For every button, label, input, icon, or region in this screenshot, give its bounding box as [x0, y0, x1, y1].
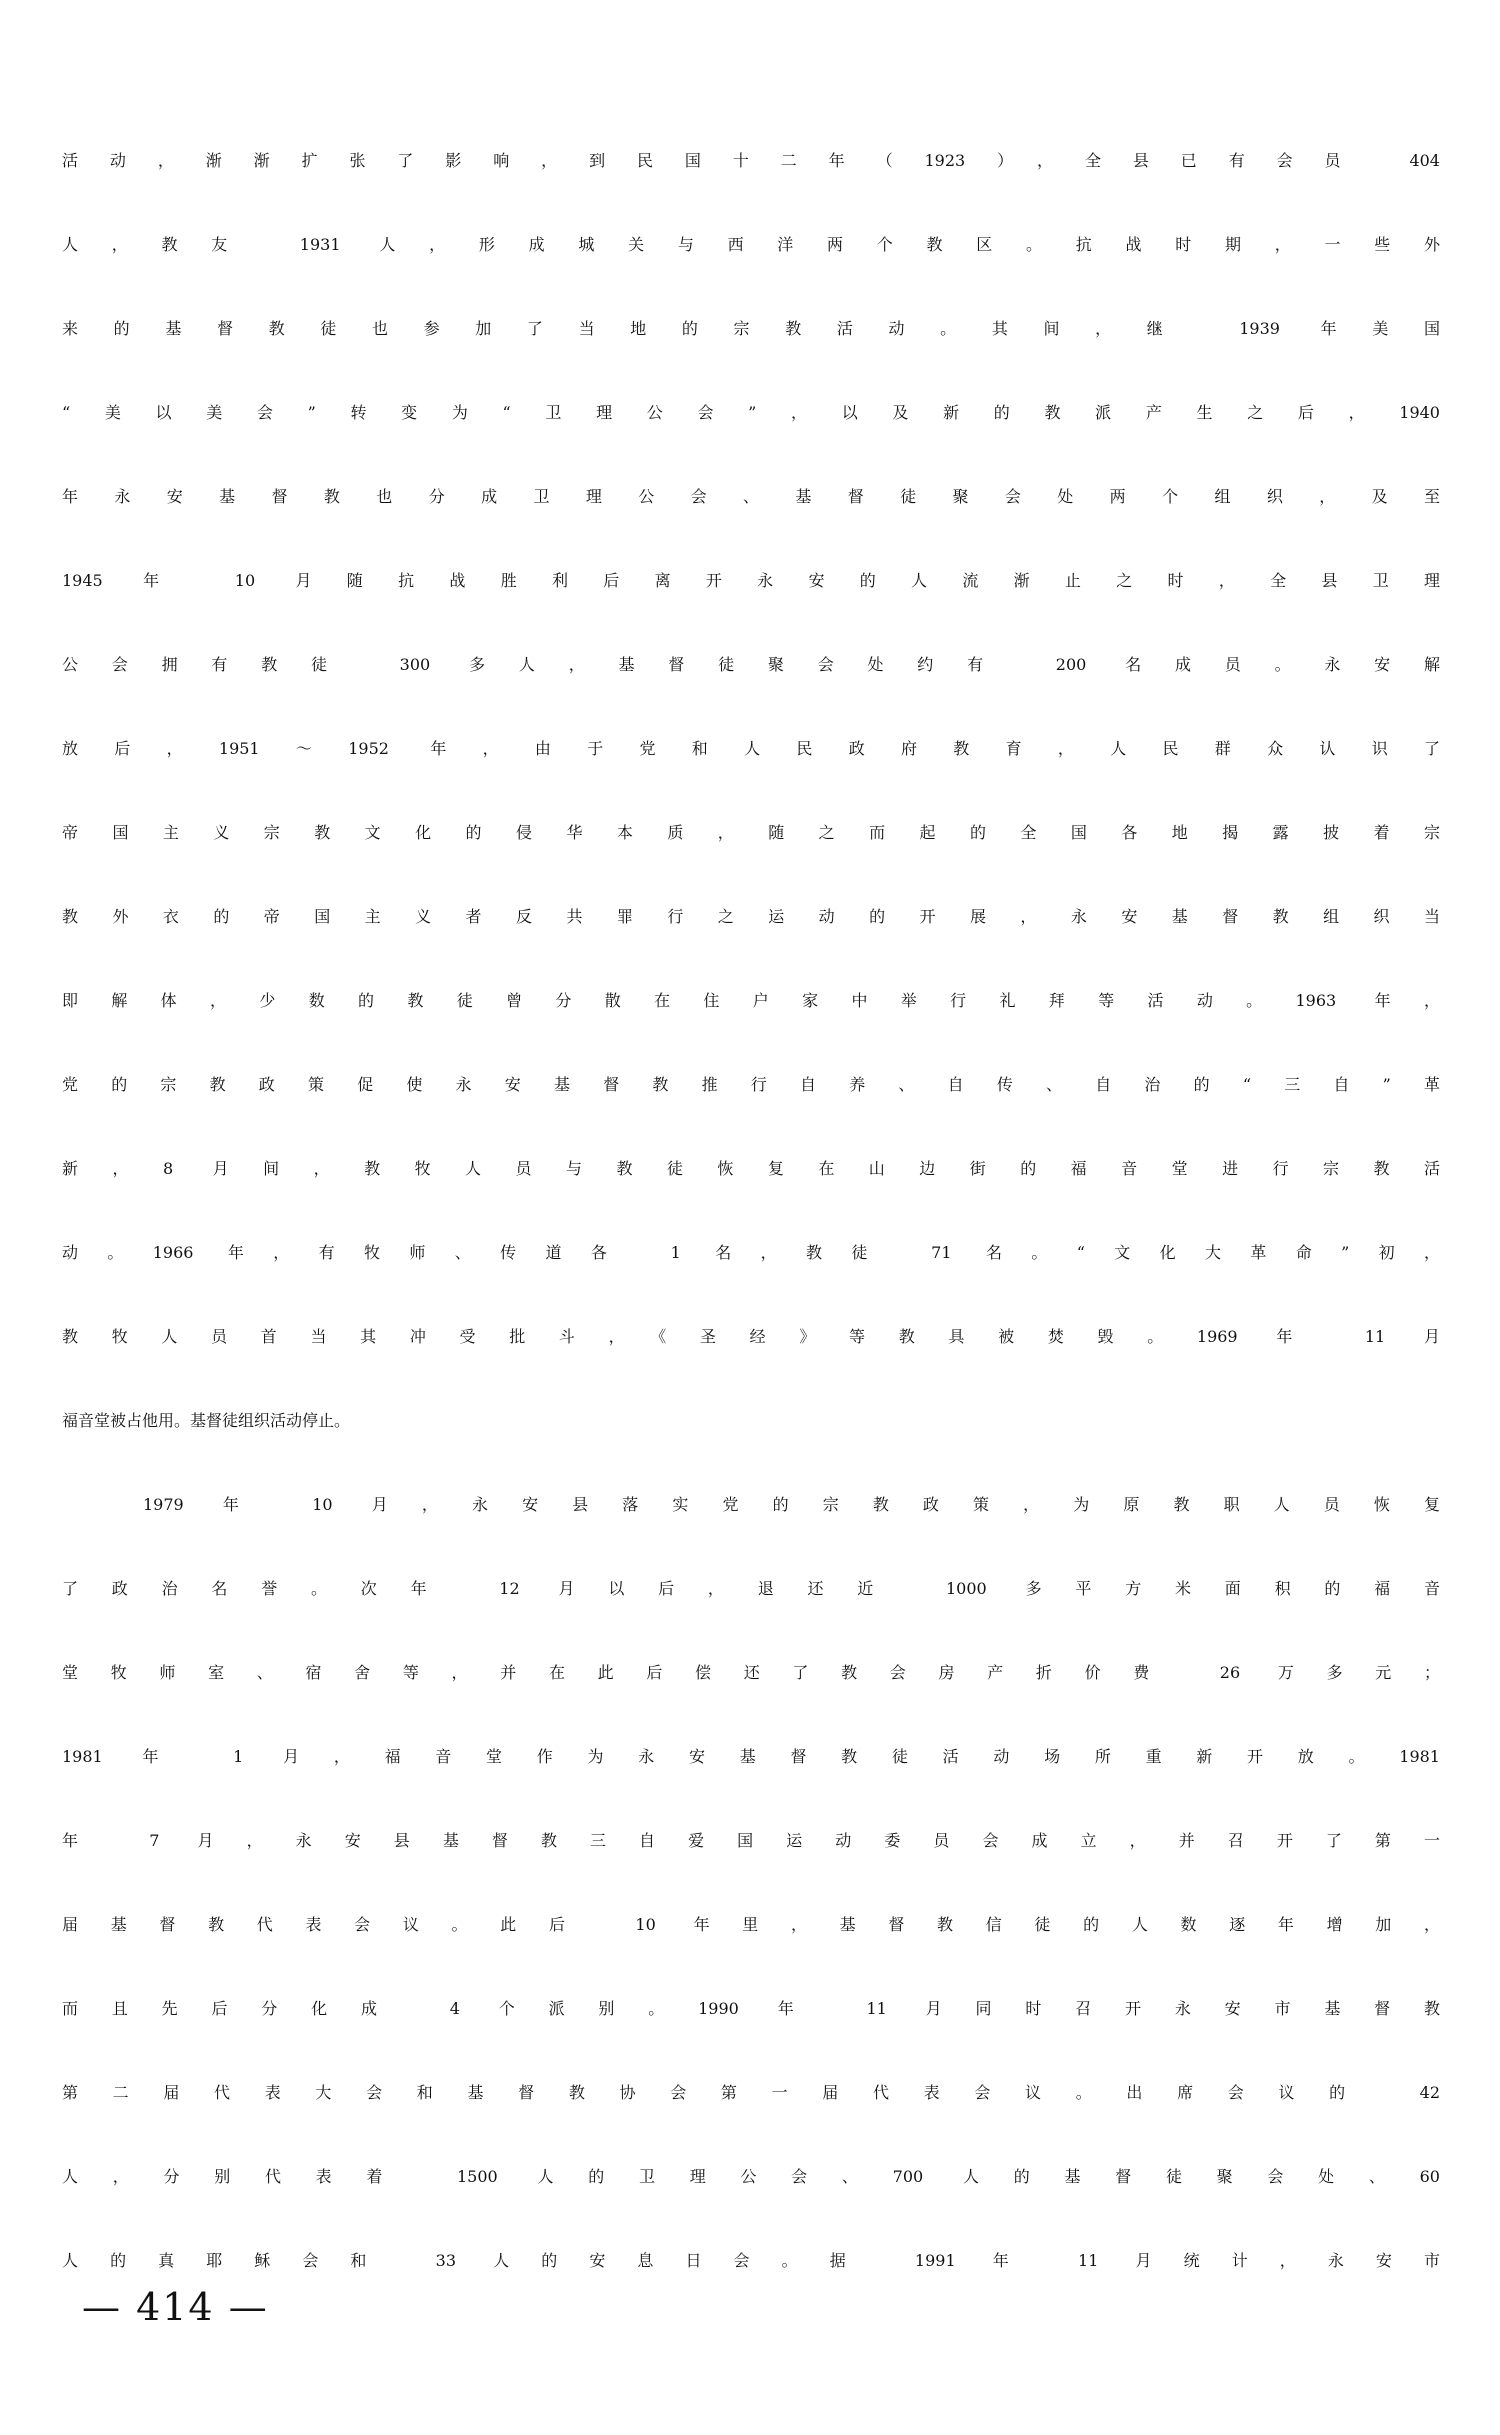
text-line: 人，教友 1931 人，形成城关与西洋两个教区。抗战时期，一些外	[62, 235, 1440, 254]
text-line: 1979 年 10 月，永安县落实党的宗教政策，为原教职人员恢复	[143, 1495, 1440, 1514]
body-text	[62, 148, 1440, 2332]
text-line: 帝国主义宗教文化的侵华本质，随之而起的全国各地揭露披着宗	[62, 823, 1440, 842]
text-line: 放后，1951～1952 年，由于党和人民政府教育，人民群众认识了	[62, 739, 1440, 758]
text-line: 人的真耶稣会和 33 人的安息日会。据 1991 年 11 月统计，永安市	[62, 2251, 1440, 2270]
text-line: 教牧人员首当其冲受批斗，《圣经》等教具被焚毁。1969 年 11 月	[62, 1327, 1440, 1346]
text-line: “美以美会”转变为“卫理公会”，以及新的教派产生之后，1940	[62, 403, 1440, 422]
text-line: 年 7 月，永安县基督教三自爱国运动委员会成立，并召开了第一	[62, 1831, 1440, 1850]
text-line: 公会拥有教徒 300 多人，基督徒聚会处约有 200 名成员。永安解	[62, 655, 1440, 674]
text-line: 教外衣的帝国主义者反共罪行之运动的开展，永安基督教组织当	[62, 907, 1440, 926]
text-line: 人，分别代表着 1500 人的卫理公会、700 人的基督徒聚会处、60	[62, 2167, 1440, 2186]
text-line: 了政治名誉。次年 12 月以后，退还近 1000 多平方米面积的福音	[62, 1579, 1440, 1598]
paragraph-1	[62, 148, 1440, 1492]
paragraph-2	[62, 1492, 1440, 2332]
text-line: 来的基督教徒也参加了当地的宗教活动。其间，继 1939 年美国	[62, 319, 1440, 338]
text-line: 福音堂被占他用。基督徒组织活动停止。	[62, 1411, 351, 1430]
text-line: 即解体，少数的教徒曾分散在住户家中举行礼拜等活动。1963 年，	[62, 991, 1440, 1010]
text-line: 年永安基督教也分成卫理公会、基督徒聚会处两个组织，及至	[62, 487, 1440, 506]
text-line: 1981 年 1 月，福音堂作为永安基督教徒活动场所重新开放。1981	[62, 1747, 1440, 1766]
text-line: 第二届代表大会和基督教协会第一届代表会议。出席会议的 42	[62, 2083, 1440, 2102]
text-line: 动。1966 年，有牧师、传道各 1 名，教徒 71 名。“文化大革命”初，	[62, 1243, 1440, 1262]
text-line: 活动，渐渐扩张了影响，到民国十二年（1923），全县已有会员 404	[62, 151, 1440, 170]
text-line: 堂牧师室、宿舍等，并在此后偿还了教会房产折价费 26 万多元；	[62, 1663, 1440, 1682]
page-number: — 414 —	[82, 2285, 269, 2329]
text-line: 而且先后分化成 4 个派别。1990 年 11 月同时召开永安市基督教	[62, 1999, 1440, 2018]
text-line: 新，8 月间，教牧人员与教徒恢复在山边街的福音堂进行宗教活	[62, 1159, 1440, 1178]
text-line: 届基督教代表会议。此后 10 年里，基督教信徒的人数逐年增加，	[62, 1915, 1440, 1934]
text-line: 党的宗教政策促使永安基督教推行自养、自传、自治的“三自”革	[62, 1075, 1440, 1094]
text-line: 1945 年 10 月随抗战胜利后离开永安的人流渐止之时，全县卫理	[62, 571, 1440, 590]
